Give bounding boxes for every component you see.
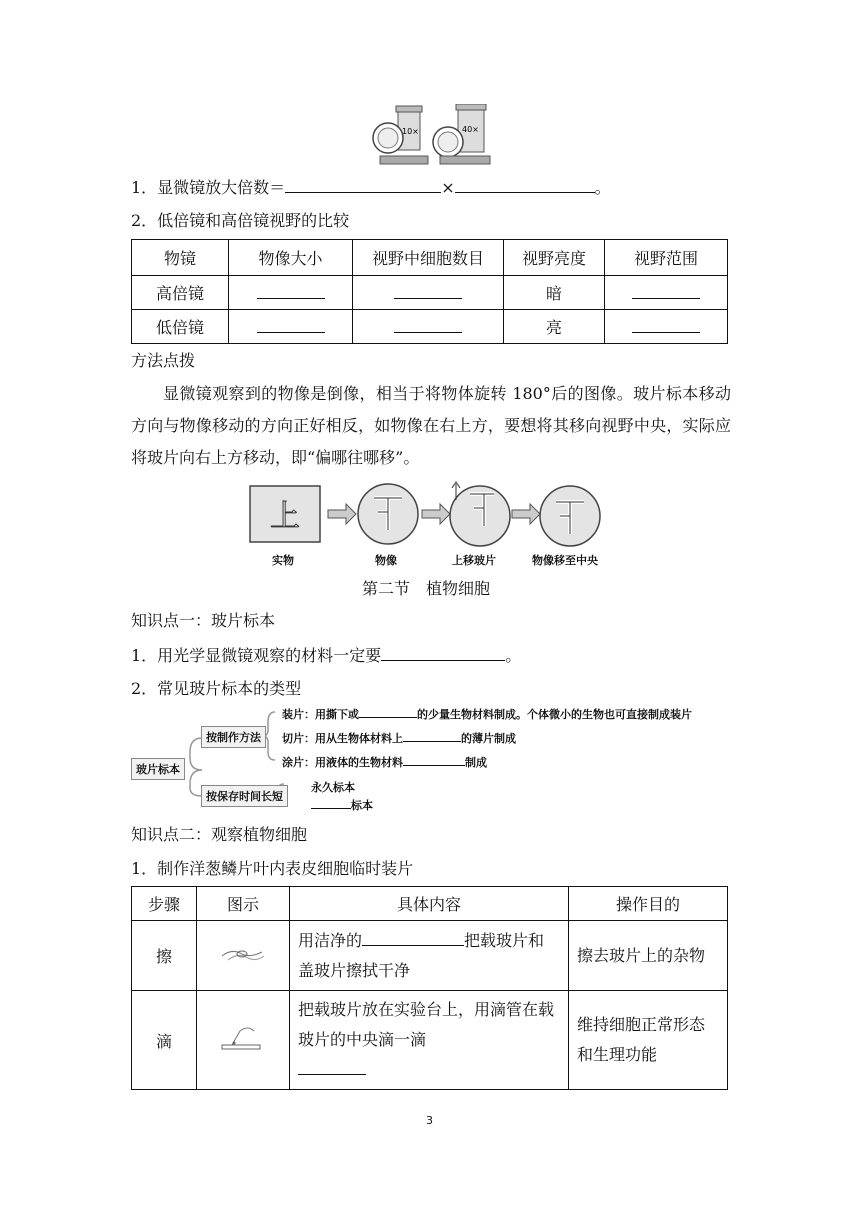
- drop-illustration: [197, 991, 290, 1090]
- leaf-permanent: 永久标本: [311, 781, 355, 794]
- table-row: 高倍镜 暗: [132, 276, 728, 310]
- caption-center: 物像移至中央: [532, 554, 598, 567]
- header-cell: 物镜: [132, 240, 229, 276]
- wipe-content: 用洁净的 把载玻片和盖玻片擦拭干净: [290, 921, 569, 991]
- method-title: 方法点拨: [131, 351, 196, 370]
- header-cell: 视野亮度: [504, 240, 605, 276]
- header-cell: 操作目的: [569, 887, 728, 921]
- step-drop: 滴: [132, 991, 197, 1090]
- method-paragraph: 显微镜观察到的物像是倒像，相当于将物体旋转 180°后的图像。玻片标本移动方向与物像移动的方向正好相反，如物像在右上方，要想将其移向视野中央，实际应将玻片向右上方移动，即“偏哪往哪移”。: [131, 384, 731, 467]
- root-node: 玻片标本: [131, 758, 185, 780]
- step-wipe: 擦: [132, 921, 197, 991]
- object-char: 上: [270, 499, 300, 534]
- leaf-mount: 装片：用撕下或 的少量生物材料制成。个体微小的生物也可直接制成装片: [282, 708, 692, 721]
- dropper-icon: [218, 1023, 268, 1053]
- drop-content: 把载玻片放在实验台上，用滴管在载玻片的中央滴一滴: [290, 991, 569, 1090]
- lens-comparison-table: [131, 239, 728, 344]
- section-title: 第二节 植物细胞: [362, 579, 491, 598]
- procedure-table: [131, 886, 728, 1090]
- leaf-section: 切片：用从生物体材料上 的薄片制成: [282, 732, 516, 745]
- wipe-purpose: 擦去玻片上的杂物: [569, 921, 728, 991]
- wipe-icon: [218, 942, 268, 966]
- knowledge-point-2-title: 知识点二：观察植物细胞: [131, 825, 308, 844]
- drop-purpose: 维持细胞正常形态和生理功能: [569, 991, 728, 1090]
- comparison-heading: 2．低倍镜和高倍镜视野的比较: [131, 211, 350, 230]
- leaf-temporary: 标本: [311, 797, 373, 813]
- leaf-smear: 涂片：用液体的生物材料 制成: [282, 756, 487, 769]
- branch-duration: 按保存时间长短: [201, 785, 288, 807]
- low-power-label: 10×: [402, 127, 419, 136]
- objective-lens-figure: [370, 104, 500, 168]
- header-cell: 图示: [197, 887, 290, 921]
- high-power-label: 40×: [462, 125, 479, 134]
- caption-image: 物像: [375, 554, 397, 567]
- material-requirement: 1．用光学显微镜观察的材料一定要 。: [131, 646, 522, 665]
- header-cell: 步骤: [132, 887, 197, 921]
- caption-object: 实物: [272, 554, 294, 567]
- caption-move-slide: 上移玻片: [452, 554, 496, 567]
- page-number: 3: [426, 1114, 433, 1127]
- table-row: 低倍镜 亮: [132, 310, 728, 344]
- onion-slide-heading: 1．制作洋葱鳞片叶内表皮细胞临时装片: [131, 859, 414, 878]
- wipe-illustration: [197, 921, 290, 991]
- branch-method: 按制作方法: [201, 726, 266, 748]
- header-cell: 物像大小: [229, 240, 353, 276]
- table-row: [132, 991, 728, 1090]
- header-cell: 视野中细胞数目: [353, 240, 504, 276]
- magnification-formula: 1．显微镜放大倍数＝ × 。: [131, 178, 611, 197]
- table-row: [132, 921, 728, 991]
- header-cell: 具体内容: [290, 887, 569, 921]
- header-cell: 视野范围: [605, 240, 728, 276]
- knowledge-point-1-title: 知识点一：玻片标本: [131, 611, 276, 630]
- slide-types-heading: 2．常见玻片标本的类型: [131, 679, 302, 698]
